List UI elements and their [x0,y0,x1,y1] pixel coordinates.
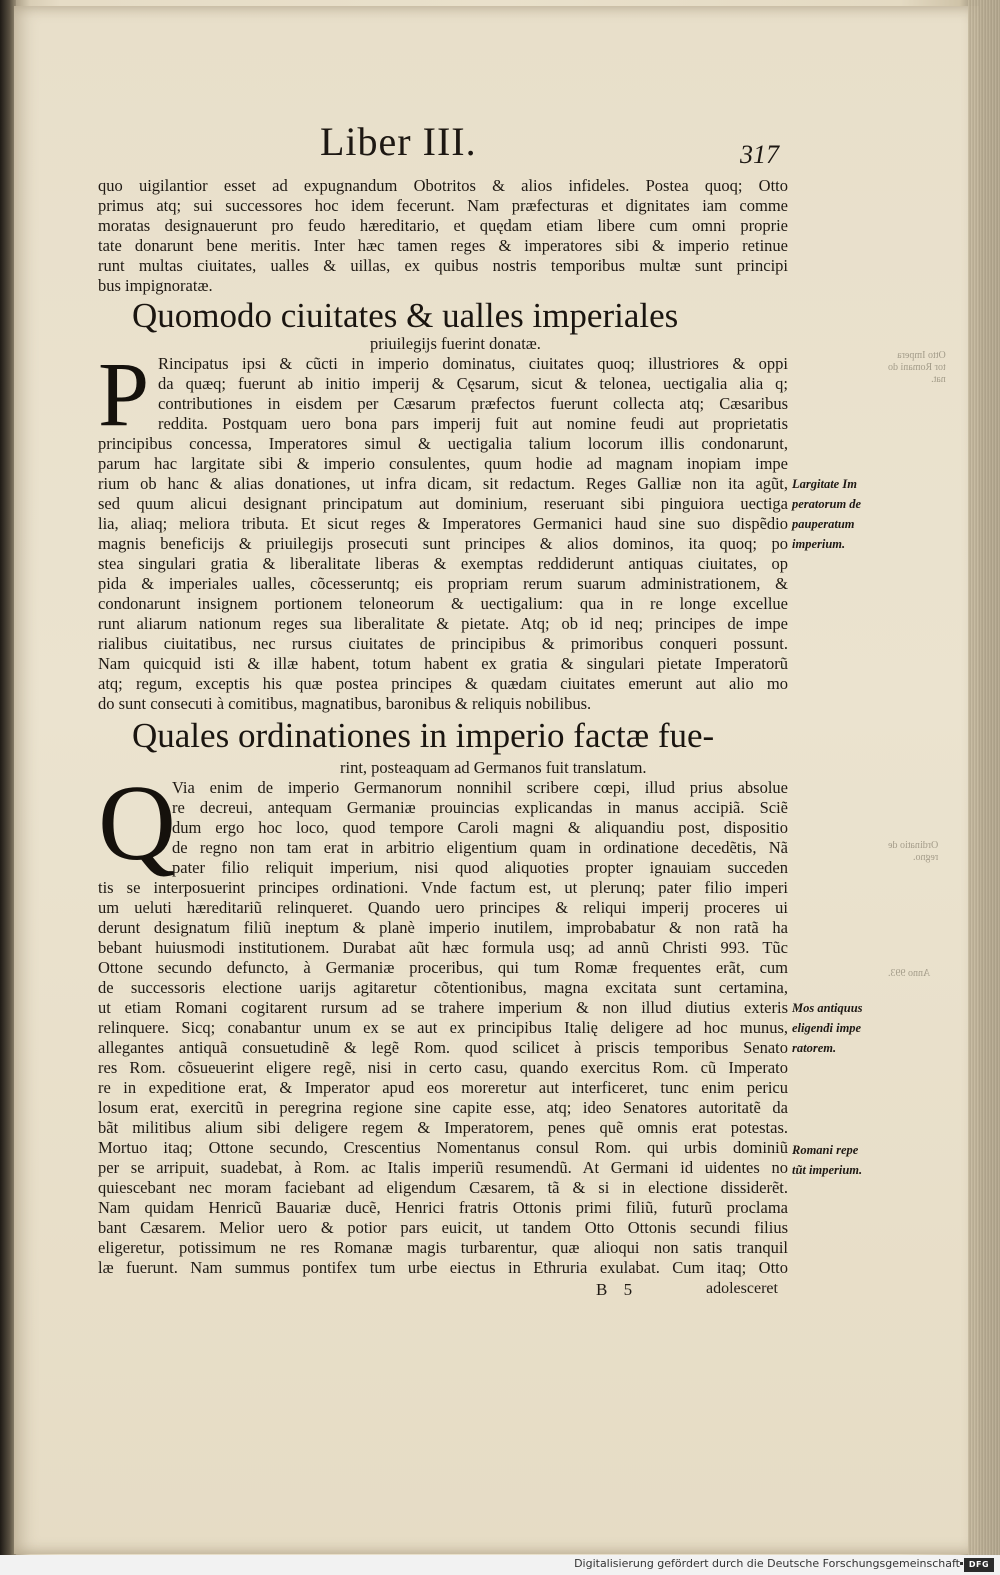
section-heading: Quales ordinationes in imperio factæ fue- [132,716,715,755]
text-line: Nam quidam Henricũ Bauariæ ducẽ, Henrici fratris Ottonis primi filiũ, futurũ proclama [98,1198,788,1217]
text-line: lia, aliaq; meliora tributa. Et sicut reges & Imperatores Germanici haud sine suo dispẽdio [98,514,788,533]
text-line: eligeretur, potissimum ne res Romanæ magis turbarentur, quæ alioqui non satis tranquil [98,1238,788,1257]
drop-capital: P [98,343,150,445]
text-line: contributiones in eisdem per Cæsarum præfectos fuerunt collecta atq; Cæsaribus [158,394,788,413]
signature-mark: B 5 [596,1280,633,1299]
separator-dot-icon [960,1562,963,1565]
text-line: Nam quicquid isti & illæ habent, totum habent ex gratia & singulari pietate Imperatorũ [98,654,788,673]
text-line: magnis beneficijs & priuilegijs prosecuti sunt principes & alios dominos, ita quoq; po [98,534,788,553]
text-line: quiescebant nec moram faciebant ad eligendum Cæsarem, tã & si in electione dissiderẽt. [98,1178,788,1197]
margin-note-line: Largitate Im [792,477,857,491]
text-line: bebant huiusmodi institutionem. Durabat aũt hæc formula usq; ad annũ Christi 993. Tũc [98,938,788,957]
margin-note-romani [792,1140,862,1180]
text-line: rium ob hanc & alias donationes, ut infra dicam, sit redactum. Reges Galliæ non ita agũt, [98,474,788,493]
text-line: læ fuerunt. Nam summus pontifex tum urbe eiectus in Ethruria exulabat. Cum itaq; Otto [98,1258,788,1277]
text-line: bant Cæsarem. Melior uero & potior pars euicit, ut tandem Otto Ottonis secundi filius [98,1218,788,1237]
show-through-note: Ordinatio de regno. [888,840,939,863]
text-line: runt aliarum nationum reges sua liberalitate & pietate. Atq; ob id neq; principes de impe [98,614,788,633]
margin-note-line: tũt imperium. [792,1163,863,1177]
text-line: rialibus ciuitatibus, nec rursus ciuitates de principibus & primoribus conqueri possunt. [98,634,788,653]
text-line: do sunt consecuti à comitibus, magnatibus, baronibus & reliquis nobilibus. [98,694,592,713]
margin-note-line: Romani repe [792,1143,859,1157]
text-line: primus atq; sui successores hoc idem fecerunt. Nam præfecturas et dignitates iam comme [98,196,788,215]
section-subheading: rint, posteaquam ad Germanos fuit translatum. [340,758,647,777]
text-line: tate donarunt bene meritis. Inter hæc tamen reges & imperatores sibi & imperio retinue [98,236,788,255]
section-2-body [98,878,788,1278]
text-line: quo uigilantior esset ad expugnandum Obotritos & alios infideles. Postea quoq; Otto [98,176,788,195]
text-line: sed quum alicui designant principatum aut dominium, reseruant sibi pinguiora uectiga [98,494,788,513]
text-line: relinquere. Sicq; conabantur unum ex se aut ex principibus Italię deligere ad hoc munus, [98,1018,788,1037]
drop-capital: Q [98,764,176,883]
text-line: runt multas ciuitates, ualles & uillas, ex quibus nostris temporibus multæ sunt principi [98,256,788,275]
text-line: pida & imperiales ualles, cõcesseruntq; eis propriam rerum suarum administrationem, & [98,574,788,593]
text-line: re in expeditione erat, & Imperator apud eos moreretur aut interficeret, tunc enim pericu [98,1078,788,1097]
text-line: derunt designatum filiũ ineptum & planè imperio inutilem, improbabatur & non ratã ha [98,918,788,937]
margin-note-mos-antiquus [792,998,863,1058]
text-line: res Rom. cõsueuerint eligere regẽ, nisi in certo casu, quando exercitus Rom. cũ Imperato [98,1058,788,1077]
section-1-body [98,434,788,714]
text-line: bus impignoratæ. [98,276,213,295]
margin-note-line: ratorem. [792,1041,837,1055]
text-line: pater filio reliquit imperium, nisi quod aliquoties propter ignauiam succeden [172,858,788,877]
catchword: adolesceret [706,1280,778,1297]
text-line: de regno non tam erat in arbitrio eligentium quam in ordinatione decedẽtis, Nã [172,838,788,857]
text-line: Mortuo itaq; Ottone secundo, Crescentius Nomentanus consul Rom. qui urbis dominiũ [98,1138,788,1157]
text-line: Ottone secundo defuncto, à Germaniæ proceribus, qui tum Romæ frequentes erãt, cum [98,958,788,977]
dfg-logo: DFG [964,1558,994,1572]
show-through-note: Otto Impera tor Romani do nat. [888,350,946,385]
footer-bar [0,1555,1000,1575]
section-1-indented-lines [158,354,788,434]
text-line: atq; regum, exceptis his quæ postea principes & quædam ciuitates emerunt aut alio mo [98,674,788,693]
text-line: reddita. Postquam uero bona pars imperij fuit aut nomine feudi aut proprietatis [158,414,788,433]
text-line: principibus concessa, Imperatores simul & uectigalia talium locorum illis condonarunt, [98,434,788,453]
text-line: moratas designauerunt pro feudo hæreditario, et quędam etiam libere cum omni proprie [98,216,788,235]
margin-note-line: imperium. [792,537,846,551]
text-line: bãt militibus alium sibi deligere regem & Imperatorem, penes quẽ omnis erat potestas. [98,1118,788,1137]
margin-note-line: Mos antiquus [792,1001,863,1015]
text-line: per se arripuit, suadebat, à Rom. ac Italis imperiũ resumendũ. At Germani id uidentes no [98,1158,788,1177]
text-line: dum ergo hoc loco, quod tempore Caroli magni & aliquandiu post, dispositio [172,818,788,837]
show-through-note: Anno 993. [888,968,931,979]
section-subheading: priuilegijs fuerint donatæ. [370,334,541,353]
intro-paragraph [98,176,788,296]
text-line: parum hac largitate sibi & imperio consulentes, quum hodie ad magnam inopiam impe [98,454,788,473]
text-line: stea singulari gratia & liberalitate liberas & exemptas reddiderunt antiquas ciuitates, op [98,554,788,573]
text-line: de successoris electione uarijs agitaretur cõtentionibus, magna excitata sunt certamina, [98,978,788,997]
text-line: Via enim de imperio Germanorum nonnihil scribere cœpi, illud prius absolue [172,778,788,797]
text-line: re decreui, antequam Germaniæ prouincias explicandas in manus accipiã. Sciẽ [172,798,788,817]
folio-number: 317 [740,140,779,169]
running-head: Liber III. [320,119,477,164]
section-2-indented-lines [172,778,788,878]
text-line: Rincipatus ipsi & cũcti in imperio dominatus, ciuitates quoq; illustriores & oppi [158,354,788,373]
margin-note-line: peratorum de [792,497,862,511]
margin-note-line: eligendi impe [792,1021,862,1035]
page-edges [968,0,1000,1560]
text-line: tis se interposuerint principes ordinationi. Vnde factum est, ut plerunq; pater filio imperi [98,878,788,897]
text-line: um ueluti hæreditariũ relinqueret. Quando uero principes & reliqui imperij proceres ui [98,898,788,917]
text-line: losum erat, exercitũ in peregrina regione sine capite esse, atq; ideo Senatores autoritatẽ da [98,1098,788,1117]
text-line: allegantes antiquã consuetudinẽ & legẽ Rom. quod scilicet à priscis temporibus Senato [98,1038,788,1057]
margin-note-line: pauperatum [792,517,855,531]
text-line: da quæq; fuerunt ab initio imperij & Cęsarum, sicut & telonea, uectigalia alia q; [158,374,788,393]
text-line: condonarunt insignem portionem teloneorum & uectigalium: qua in re longe excellue [98,594,788,613]
footer-credit: Digitalisierung gefördert durch die Deutsche Forschungsgemeinschaft [574,1557,960,1570]
section-heading: Quomodo ciuitates & ualles imperiales [132,296,679,335]
text-line: ut etiam Romani cogitarent rursum ad se trahere imperium & non illud diutius exteris [98,998,788,1017]
margin-note-largitate [792,474,861,554]
